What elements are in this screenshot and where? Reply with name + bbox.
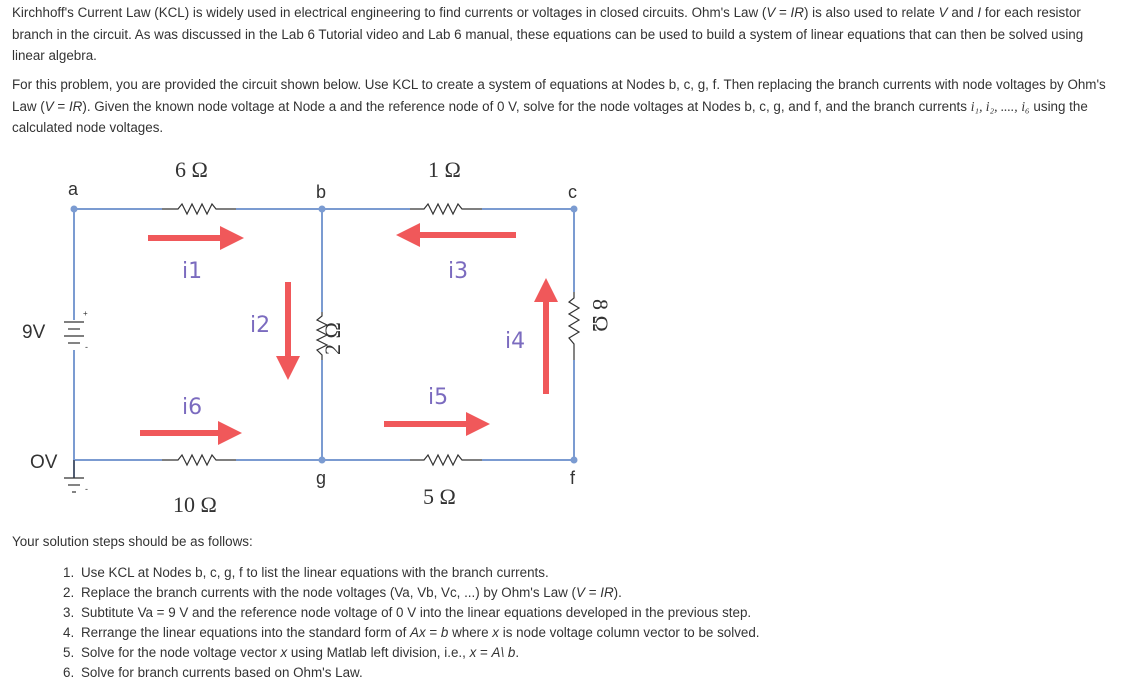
step-number: 5.	[63, 645, 75, 660]
label-1ohm: 1 Ω	[428, 157, 461, 182]
step-math: x	[280, 645, 288, 660]
text-span: =	[53, 98, 69, 114]
text-span: Kirchhoff's Current Law (KCL) is widely used in electrical engineering to find currents or voltages in closed circuits. Ohm's Law (	[12, 5, 767, 20]
current-list: i₁, i₂, ....,	[970, 98, 1018, 114]
resistor-5ohm	[410, 455, 482, 465]
step-text: .	[515, 645, 520, 660]
label-8ohm: 8 Ω	[588, 299, 613, 332]
step-item	[63, 583, 760, 603]
step-item	[63, 623, 760, 643]
resistor-10ohm	[162, 455, 236, 465]
text-span: for each resistor branch in the circuit. As was discussed in the Lab 6 Tutorial video and Lab 6 manual, these equations can be used to build a system of linear equations that can then be solved using linear algebra.	[12, 5, 1084, 63]
solution-steps	[63, 563, 760, 683]
text-span: using the calculated node voltages.	[12, 98, 1088, 135]
label-i2: i2	[250, 313, 271, 338]
step-text: Solve for branch currents based on Ohm's Law.	[81, 665, 363, 680]
step-number: 4.	[63, 625, 75, 640]
text-span: V	[938, 5, 948, 20]
text-span: V	[44, 98, 54, 114]
step-math: IR	[600, 585, 614, 600]
label-i5: i5	[428, 385, 449, 410]
node-f-label: f	[570, 468, 576, 488]
resistor-6ohm	[162, 204, 236, 214]
node-f-dot	[571, 457, 578, 464]
step-math: Ax	[410, 625, 426, 640]
step-text: using Matlab left division, i.e.,	[287, 645, 470, 660]
label-6ohm: 6 Ω	[175, 157, 208, 182]
step-math: x	[469, 645, 477, 660]
label-i6: i6	[182, 395, 203, 420]
resistor-8ohm	[569, 292, 579, 360]
step-math: A\ b	[491, 645, 516, 660]
label-i3: i3	[448, 259, 469, 284]
node-a-label: a	[68, 179, 79, 199]
text-span: IR	[68, 98, 83, 114]
label-i1: i1	[182, 259, 203, 284]
step-number: 6.	[63, 665, 75, 680]
battery-label: 9V	[22, 322, 46, 343]
node-c-dot	[571, 206, 578, 213]
step-text: where	[448, 625, 493, 640]
label-2ohm: 2 Ω	[320, 322, 345, 355]
ground-symbol	[64, 460, 84, 492]
step-text: Rerrange the linear equations into the standard form of	[81, 625, 411, 640]
node-b-label: b	[316, 182, 327, 202]
step-text: ).	[613, 585, 622, 600]
step-number: 2.	[63, 585, 75, 600]
label-10ohm: 10 Ω	[173, 492, 217, 517]
step-item	[63, 563, 760, 583]
step-text: =	[476, 645, 492, 660]
battery-plus: +	[83, 309, 88, 318]
step-math: V	[576, 585, 585, 600]
ground-label: OV	[30, 452, 58, 473]
label-5ohm: 5 Ω	[423, 484, 456, 509]
text-span: =	[775, 5, 791, 20]
step-text: Solve for the node voltage vector	[81, 645, 281, 660]
text-span: ). Given the known node voltage at Node a and the reference node of 0 V, solve for the node voltages at Nodes b, c, g, and f, and the branch currents	[82, 98, 971, 114]
resistor-1ohm	[410, 204, 482, 214]
step-item	[63, 663, 760, 683]
label-i4: i4	[505, 329, 526, 354]
battery-minus: -	[85, 342, 88, 352]
step-math: b	[440, 625, 449, 640]
text-span: V	[766, 5, 776, 20]
step-math: x	[492, 625, 499, 640]
text-span: IR	[790, 5, 804, 20]
ground-minus: -	[85, 484, 88, 494]
current-labels	[182, 259, 525, 420]
text-span: and	[947, 5, 978, 20]
node-b-dot	[319, 206, 326, 213]
step-item	[63, 643, 760, 663]
step-text: Subtitute Va = 9 V and the reference node voltage of 0 V into the linear equations developed in the previous step.	[81, 605, 752, 620]
step-number: 1.	[63, 565, 75, 580]
node-g-label: g	[316, 468, 327, 488]
node-g-dot	[319, 457, 326, 464]
step-number: 3.	[63, 605, 75, 620]
step-text: =	[584, 585, 601, 600]
current-i6: i₆	[1021, 98, 1030, 114]
battery-symbol	[64, 322, 84, 343]
text-span: ) is also used to relate	[803, 5, 939, 20]
node-c-label: c	[568, 182, 577, 202]
step-text: =	[425, 625, 441, 640]
solution-heading: Your solution steps should be as follows:	[12, 534, 253, 549]
step-item	[63, 603, 760, 623]
text-span: I	[977, 5, 982, 20]
step-text: Replace the branch currents with the node voltages (Va, Vb, Vc, ...) by Ohm's Law (	[81, 585, 577, 600]
step-text: Use KCL at Nodes b, c, g, f to list the linear equations with the branch currents.	[81, 565, 549, 580]
node-a-dot	[71, 206, 78, 213]
step-text: is node voltage column vector to be solved.	[499, 625, 760, 640]
text-span: For this problem, you are provided the circuit shown below. Use KCL to create a system of equations at Nodes b, c, g, f. Then replacing the branch currents with node voltages by Ohm's Law (	[12, 77, 1106, 114]
